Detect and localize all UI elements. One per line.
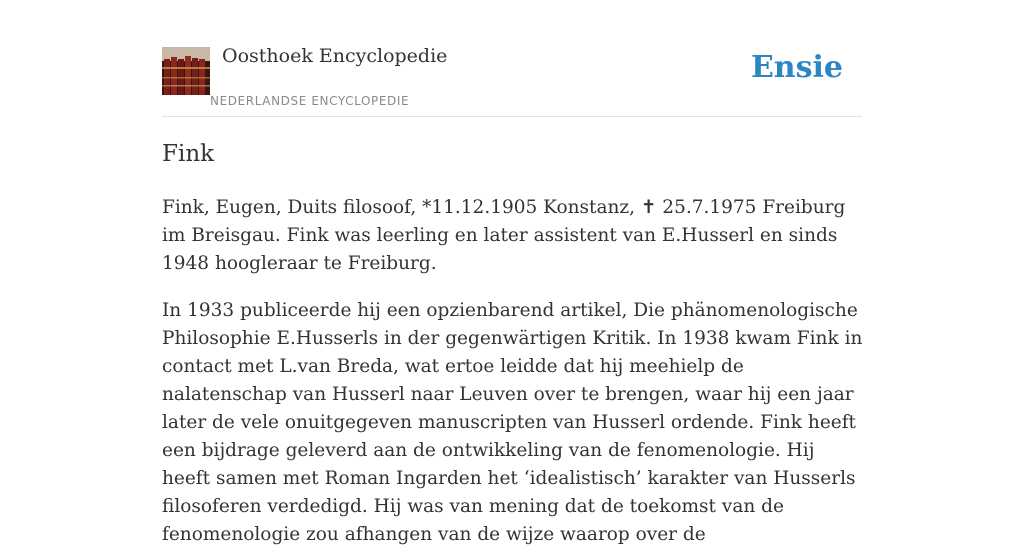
ensie-brand-link[interactable]: Ensie xyxy=(750,50,843,85)
article xyxy=(162,138,864,549)
books-image xyxy=(162,47,210,95)
article-paragraph: Fink, Eugen, Duits filosoof, *11.12.1905 Konstanz, ✝ 25.7.1975 Freiburg im Breisgau. Fink was leerling en later assistent van E.Husserl en sinds 1948 hoogleraar te Freiburg. xyxy=(162,197,846,274)
article-paragraph: In 1933 publiceerde hij een opzienbarend artikel, Die phänomenologische Philosophie E.Husserls in der gegenwärtigen Kritik. In 1938 kwam Fink in contact met L.van Breda, wat ertoe leidde dat hij meehielp de nalatenschap van Husserl naar Leuven over te brengen, waar hij een jaar later de vele onuitgegeven manuscripten van Husserl ordende. Fink heeft een bijdrage geleverd aan de ontwikkeling van de fenomenologie. Hij heeft samen met Roman Ingarden het ‘idealistisch’ karakter van Husserls filosoferen verdedigd. Hij was van mening dat de toekomst van de fenomenologie zou afhangen van de wijze waarop over de xyxy=(162,300,863,545)
books-avatar-icon[interactable] xyxy=(162,47,210,95)
article-body xyxy=(162,194,864,549)
site-subtitle: NEDERLANDSE ENCYCLOPEDIE xyxy=(210,94,410,108)
site-header xyxy=(162,0,862,117)
article-title: Fink xyxy=(162,141,215,167)
site-title-link[interactable]: Oosthoek Encyclopedie xyxy=(222,45,448,67)
